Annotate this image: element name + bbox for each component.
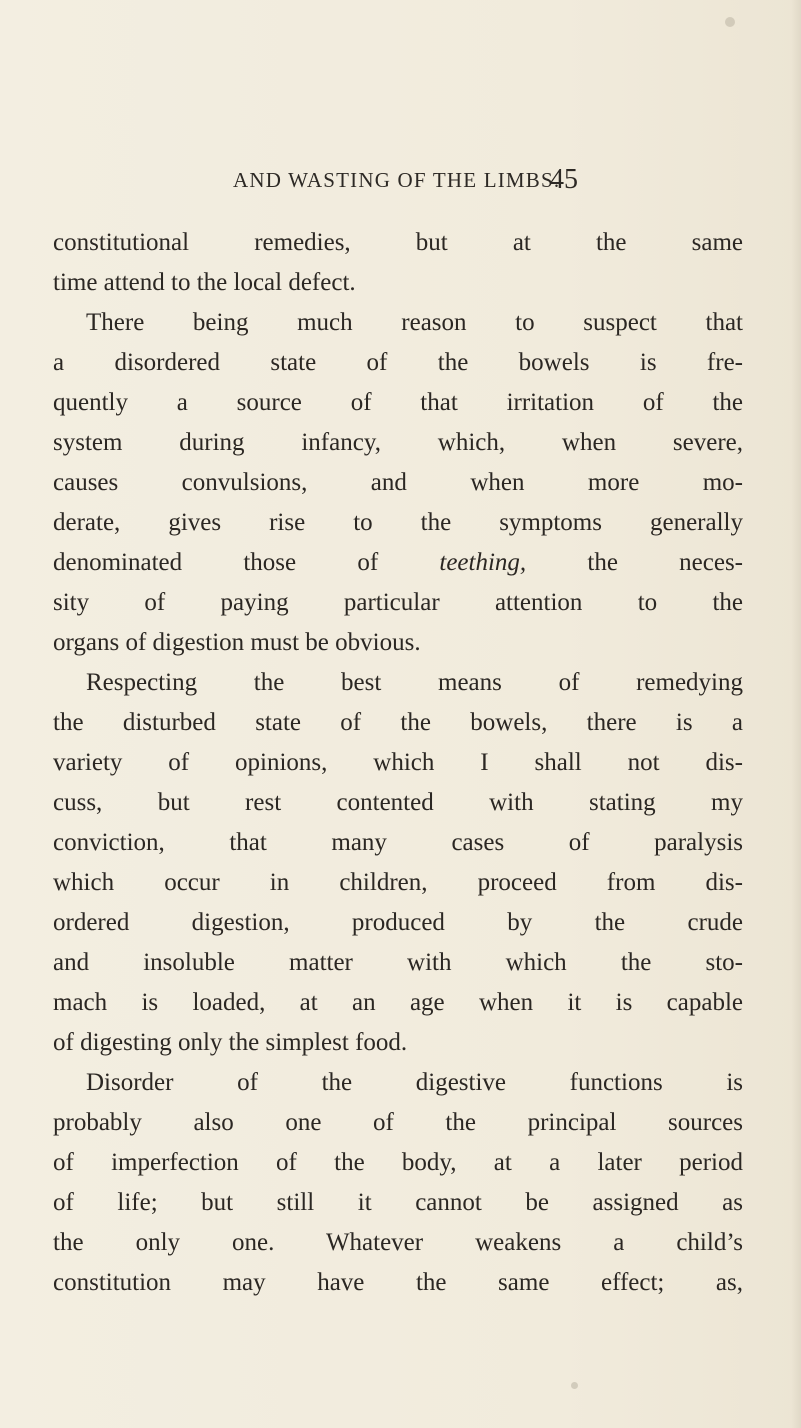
text-line: conviction, that many cases of paralysis xyxy=(53,829,743,856)
page-edge-shadow xyxy=(791,0,801,1428)
text-line: a disordered state of the bowels is fre- xyxy=(53,349,743,376)
paper-spot xyxy=(725,17,735,27)
text-line: of digesting only the simplest food. xyxy=(53,1029,408,1056)
text-line: variety of opinions, which I shall not dis- xyxy=(53,749,743,776)
text-line: organs of digestion must be obvious. xyxy=(53,629,421,656)
text-segment: the neces- xyxy=(526,549,743,576)
text-line: causes convulsions, and when more mo- xyxy=(53,469,743,496)
text-line: mach is loaded, at an age when it is capable xyxy=(53,989,743,1016)
text-line: cuss, but rest contented with stating my xyxy=(53,789,743,816)
running-header xyxy=(0,160,801,200)
paragraph-start-line: Respecting the best means of remedying xyxy=(86,669,743,696)
text-line: the disturbed state of the bowels, there is a xyxy=(53,709,743,736)
text-line: the only one. Whatever weakens a child’s xyxy=(53,1229,743,1256)
text-line: derate, gives rise to the symptoms generally xyxy=(53,509,743,536)
paper-mark xyxy=(571,1382,578,1389)
running-title: AND WASTING OF THE LIMBS. xyxy=(233,168,561,192)
text-line: constitutional remedies, but at the same xyxy=(53,229,743,256)
text-line: and insoluble matter with which the sto- xyxy=(53,949,743,976)
text-line: of life; but still it cannot be assigned as xyxy=(53,1189,743,1216)
text-line: constitution may have the same effect; as, xyxy=(53,1269,743,1296)
paragraph-start-line: There being much reason to suspect that xyxy=(86,309,743,336)
text-segment: denominated those of xyxy=(53,549,440,576)
text-line: system during infancy, which, when severe, xyxy=(53,429,743,456)
text-line: which occur in children, proceed from dis- xyxy=(53,869,743,896)
text-line: quently a source of that irritation of the xyxy=(53,389,743,416)
text-line: sity of paying particular attention to the xyxy=(53,589,743,616)
text-line-with-italic xyxy=(53,543,743,583)
paragraph-start-line: Disorder of the digestive functions is xyxy=(86,1069,743,1096)
text-line: of imperfection of the body, at a later period xyxy=(53,1149,743,1176)
page-number: 45 xyxy=(550,164,578,195)
text-line: ordered digestion, produced by the crude xyxy=(53,909,743,936)
italic-term: teething, xyxy=(439,549,527,576)
text-line: probably also one of the principal sources xyxy=(53,1109,743,1136)
text-line: time attend to the local defect. xyxy=(53,269,356,296)
